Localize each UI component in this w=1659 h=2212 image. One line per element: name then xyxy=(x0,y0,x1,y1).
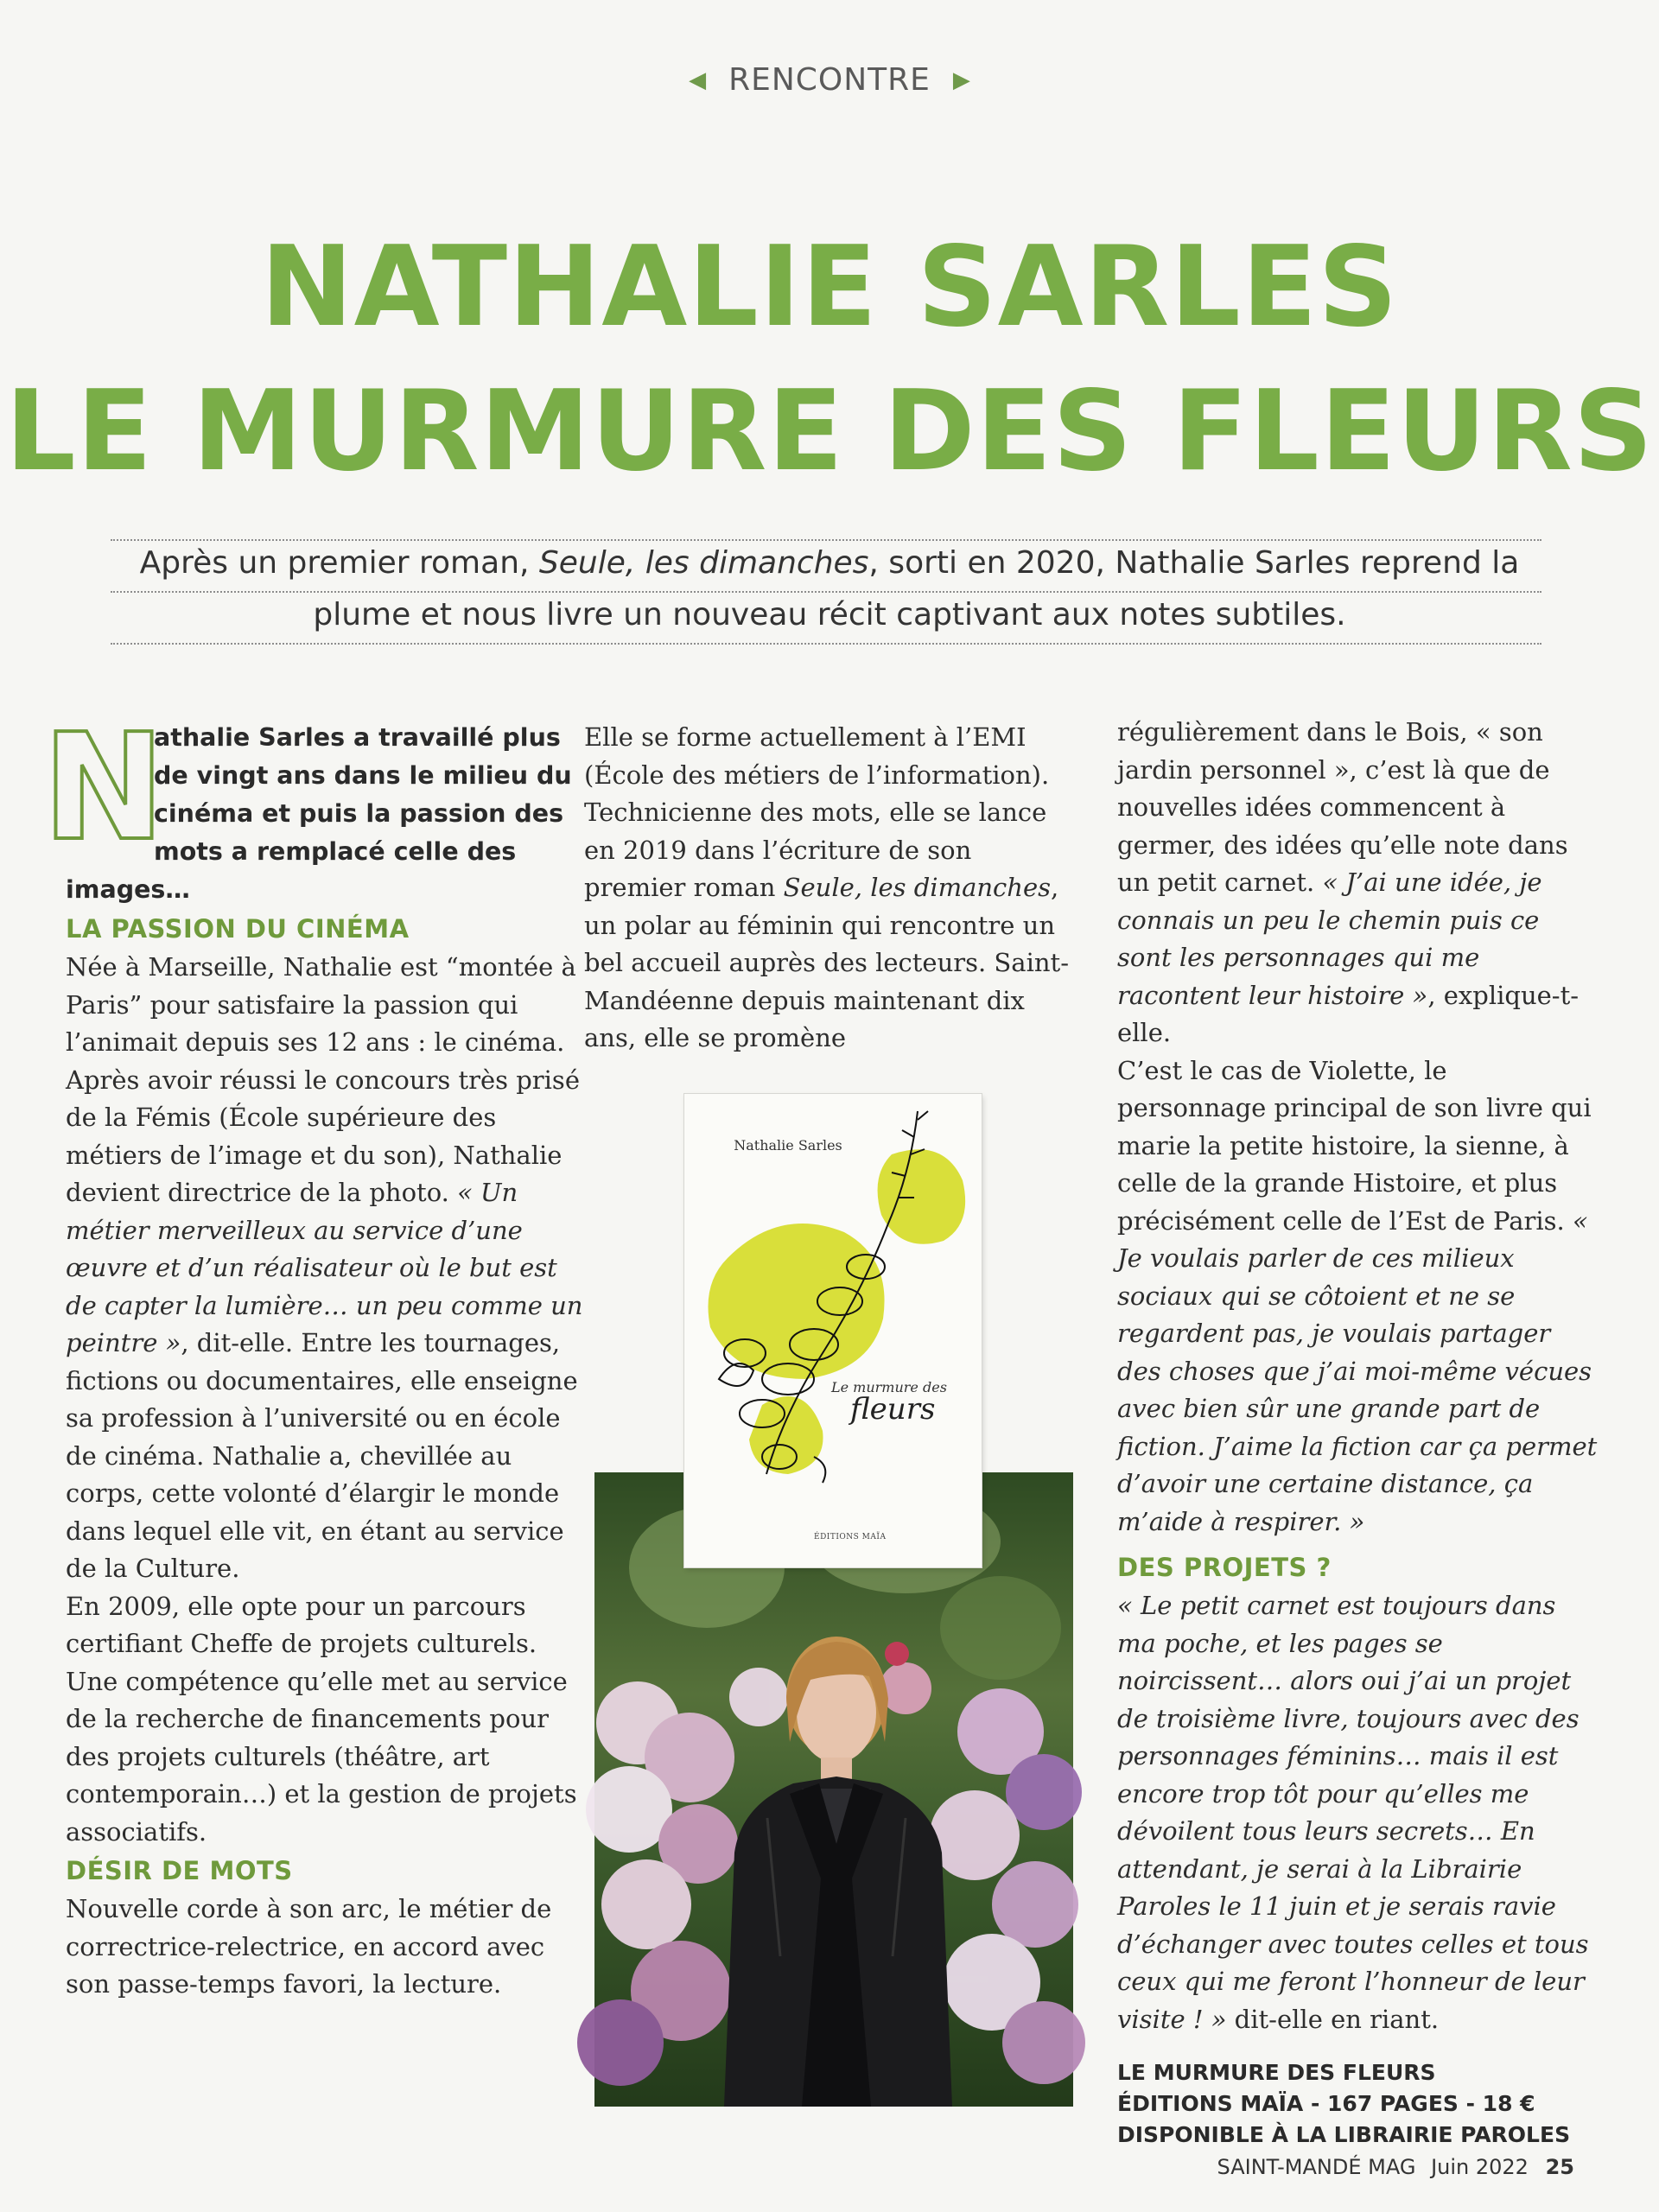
paragraph-bois-a: régulièrement dans le Bois, « son jardin personnel », c’est là que de nouvelles idées commencent à germer, des idées qu’elle note dans un petit carnet. xyxy=(1117,717,1568,897)
dropcap-letter xyxy=(41,702,166,874)
paragraph-carnet-b: dit-elle en riant. xyxy=(1226,2004,1440,2034)
cover-publisher: ÉDITIONS MAÏA xyxy=(814,1533,887,1541)
paragraph-emi xyxy=(584,719,1077,1058)
paragraph-corde: Nouvelle corde à son arc, le métier de correctrice-relectrice, en accord avec son passe-temps favori, la lecture. xyxy=(66,1894,552,1999)
footer-page-number: 25 xyxy=(1545,2155,1574,2179)
footer-magazine: SAINT-MANDÉ MAG xyxy=(1217,2155,1416,2179)
page-title-line2: LE MURMURE DES FLEURS xyxy=(5,367,1654,496)
subhead-mots: DÉSIR DE MOTS xyxy=(66,1856,293,1885)
book-info-details: ÉDITIONS MAÏA - 167 PAGES - 18 € xyxy=(1117,2091,1535,2116)
page-title-line1: NATHALIE SARLES xyxy=(260,223,1399,352)
intro-book-title: Seule, les dimanches xyxy=(538,545,869,581)
cover-title-small: Le murmure des xyxy=(831,1379,947,1395)
paragraph-bois-b: , explique-t-elle. xyxy=(1117,980,1580,1047)
paragraph-2009: En 2009, elle opte pour un parcours certifiant Cheffe de projets culturels. Une compétence qu’elle met au service de la recherche de financements pour des projets culturels (théâtre, art contemporain…) et la gestion de projets associatifs. xyxy=(66,1591,577,1847)
paragraph-violette xyxy=(1117,1052,1601,1541)
intro-part1: Après un premier roman, xyxy=(139,545,539,581)
triangle-right-icon: ▶ xyxy=(952,67,970,93)
page-footer xyxy=(1217,2155,1574,2179)
paragraph-femis-a: Après avoir réussi le concours très prisé de la Fémis (École supérieure des métiers de l’image et du son), Nathalie devient directrice de la photo. xyxy=(66,1065,580,1207)
paragraph-emi-b: , un polar au féminin qui rencontre un bel accueil auprès des lecteurs. Saint-Mandéenne depuis maintenant dix ans, elle se promène xyxy=(584,873,1069,1052)
subhead-projets: DES PROJETS ? xyxy=(1117,1553,1332,1582)
quote-metier: « Un métier merveilleux au service d’une œuvre et d’un réalisateur où le but est de capter la lumière… un peu comme un peintre » xyxy=(66,1178,583,1357)
cover-title-big: fleurs xyxy=(850,1392,936,1427)
intro-part2: , sorti en 2020, Nathalie Sarles reprend la plume et nous livre un nouveau récit captivant aux notes subtiles. xyxy=(313,545,1520,632)
paragraph-emi-a: Elle se forme actuellement à l’EMI (École des métiers de l’information). Technicienne des mots, elle se lance en 2019 dans l’écriture de son premier roman xyxy=(584,722,1050,902)
cover-author: Nathalie Sarles xyxy=(734,1137,842,1154)
article-column-3 xyxy=(1117,714,1601,2151)
flower-illustration xyxy=(684,1094,982,1567)
kicker-label: RENCONTRE xyxy=(728,62,931,98)
article-column-1 xyxy=(41,702,584,2004)
section-kicker xyxy=(0,62,1659,98)
article-lead: athalie Sarles a travaillé plus de vingt ans dans le milieu du cinéma et puis la passion des mots a remplacé celle des images… xyxy=(66,723,572,904)
subhead-cinema: LA PASSION DU CINÉMA xyxy=(66,914,410,944)
paragraph-femis-b: , dit-elle. Entre les tournages, fictions ou documentaires, elle enseigne sa profession à l’université ou en école de cinéma. Nathalie a, chevillée au corps, cette volonté d’élargir le monde dans lequel elle vit, en étant au service de la Culture. xyxy=(66,1328,578,1583)
footer-date: Juin 2022 xyxy=(1431,2155,1529,2179)
quote-milieux: « Je voulais parler de ces milieux sociaux qui se côtoient et ne se regardent pas, je voulais partager des choses que j’ai moi-même vécues avec bien sûr une grande part de fiction. J’aime la fiction car ça permet d’avoir une certaine distance, ça m’aide à respirer. » xyxy=(1117,1205,1598,1536)
book-title-seule: Seule, les dimanches xyxy=(783,873,1052,902)
book-cover xyxy=(684,1094,982,1567)
quote-carnet: « Le petit carnet est toujours dans ma poche, et les pages se noircissent… alors oui j’ai un projet de troisième livre, toujours avec des personnages féminins… mais il est encore trop tôt pour qu’elles me dévoilent tous leurs secrets… En attendant, je serai à la Librairie Paroles le 11 juin et je serais ravie d’échanger avec toutes celles et tous ceux qui me feront l’honneur de leur visite ! » xyxy=(1117,1591,1589,2034)
dropcap-glyph: N xyxy=(41,702,166,874)
portrait-illustration xyxy=(594,1472,1073,2107)
book-info xyxy=(1117,2057,1601,2151)
paragraph-violette-a: C’est le cas de Violette, le personnage principal de son livre qui marie la petite histoire, la sienne, à celle de la grande Histoire, et plus précisément celle de l’Est de Paris. xyxy=(1117,1055,1592,1236)
quote-idee: « J’ai une idée, je connais un peu le chemin puis ce sont les personnages qui me racontent leur histoire » xyxy=(1117,868,1542,1010)
paragraph-femis xyxy=(66,1062,584,1588)
triangle-left-icon: ◀ xyxy=(689,67,707,93)
paragraph-bois xyxy=(1117,714,1601,1052)
author-portrait-photo xyxy=(594,1472,1073,2107)
paragraph-carnet xyxy=(1117,1587,1601,2038)
book-info-availability: DISPONIBLE À LA LIBRAIRIE PAROLES xyxy=(1117,2122,1571,2147)
paragraph-birth: Née à Marseille, Nathalie est “montée à Paris” pour satisfaire la passion qui l’animait depuis ses 12 ans : le cinéma. xyxy=(66,952,576,1057)
intro-standfirst xyxy=(130,537,1529,641)
article-column-2 xyxy=(584,719,1077,1058)
intro-rule-bottom xyxy=(111,643,1541,645)
book-info-title: LE MURMURE DES FLEURS xyxy=(1117,2060,1436,2085)
